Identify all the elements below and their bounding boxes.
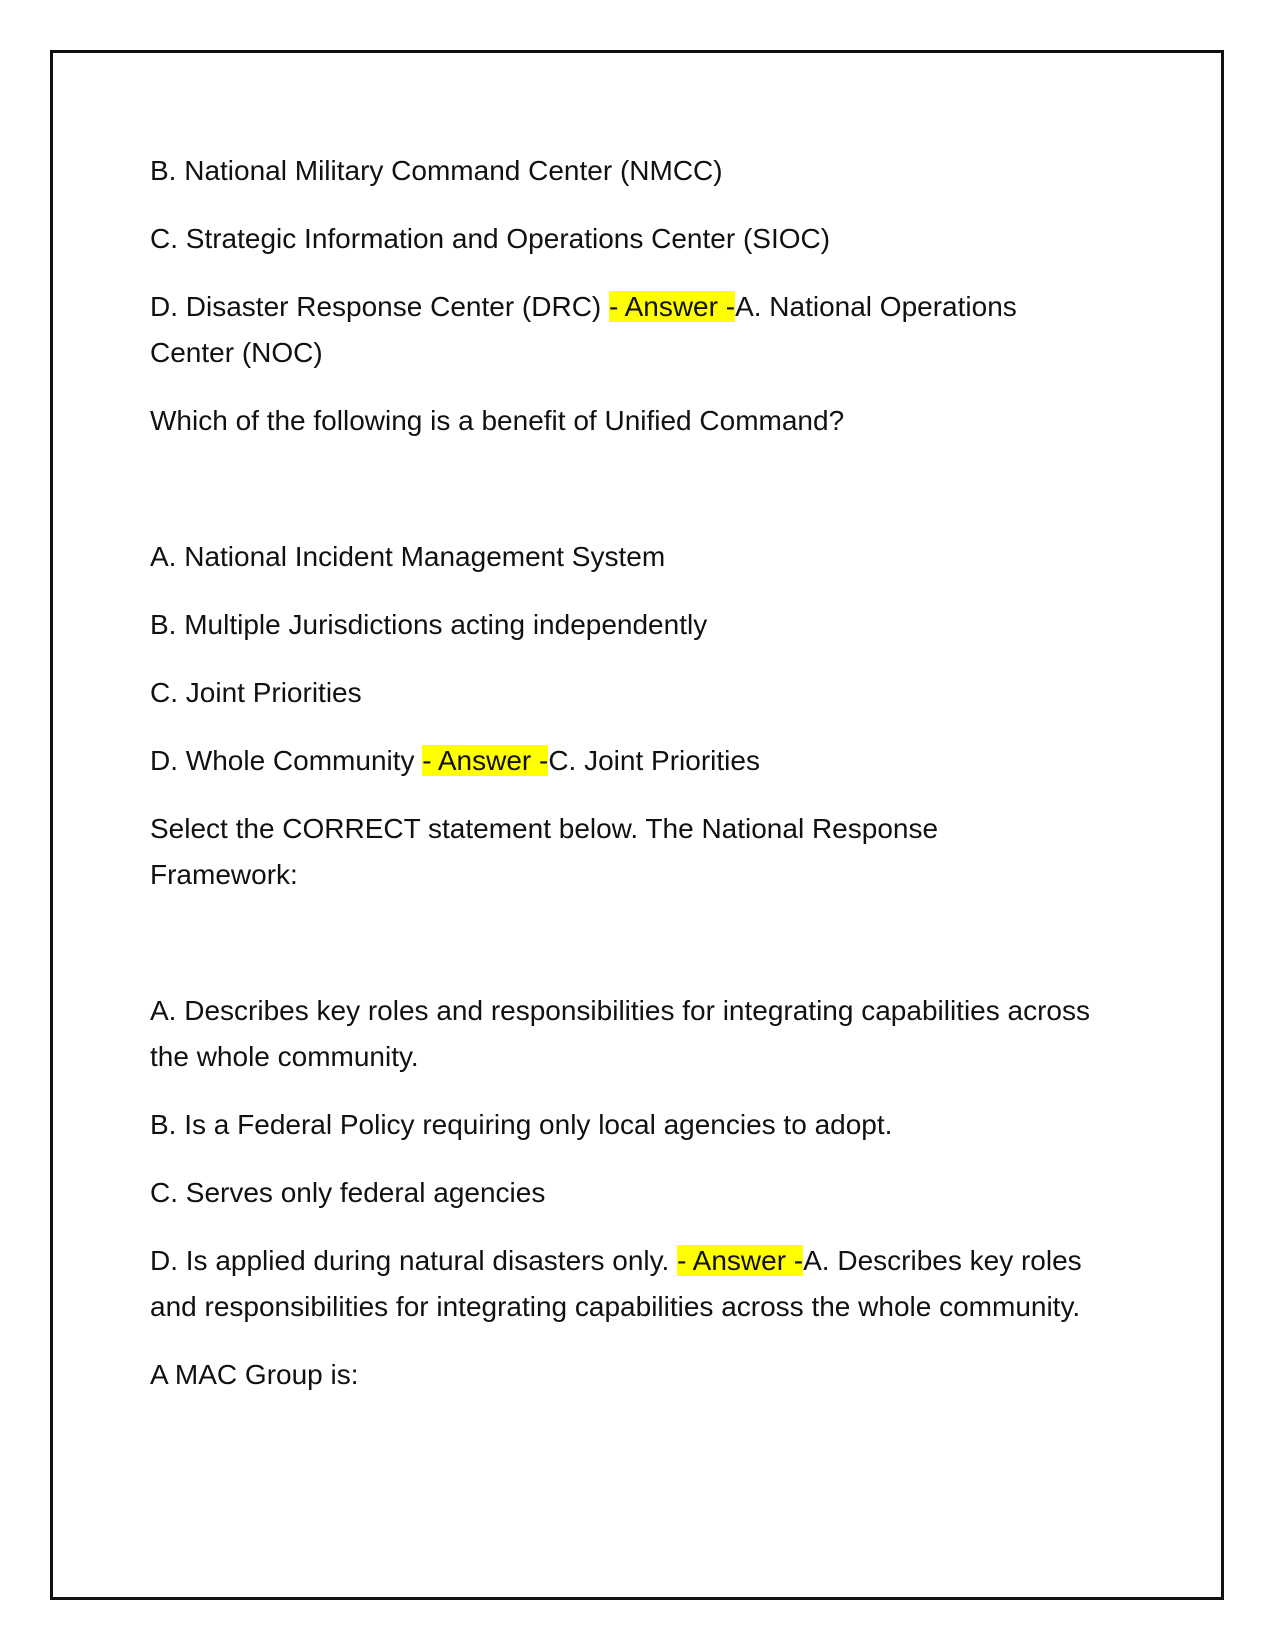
answer-marker: - Answer - (677, 1245, 804, 1276)
option-d-whole-community-with-answer (150, 738, 1090, 784)
answer-marker: - Answer - (422, 745, 549, 776)
option-b-federal-policy: B. Is a Federal Policy requiring only local agencies to adopt. (150, 1109, 893, 1140)
option-d-drc-with-answer (150, 284, 1090, 376)
document-body (150, 148, 1090, 1420)
answer-text: C. Joint Priorities (548, 745, 760, 776)
answer-marker: - Answer - (609, 291, 736, 322)
option-a-nims: A. National Incident Management System (150, 541, 666, 572)
option-text: D. Is applied during natural disasters only. (150, 1245, 678, 1276)
option-c-sioc: C. Strategic Information and Operations Center (SIOC) (150, 223, 831, 254)
question-mac-group: A MAC Group is: (150, 1359, 359, 1390)
option-b-multiple-jurisdictions: B. Multiple Jurisdictions acting independently (150, 609, 708, 640)
spacer (150, 920, 1090, 988)
option-c-joint-priorities: C. Joint Priorities (150, 677, 362, 708)
option-d-natural-disasters-with-answer (150, 1238, 1090, 1330)
option-a-describes-roles: A. Describes key roles and responsibilities for integrating capabilities across the whole community. (150, 995, 1090, 1072)
option-c-federal-agencies: C. Serves only federal agencies (150, 1177, 546, 1208)
question-unified-command: Which of the following is a benefit of Unified Command? (150, 405, 845, 436)
answer-text: A. Describes key roles and responsibilities for integrating capabilities across the whole community. (150, 1245, 1082, 1322)
option-b-nmcc: B. National Military Command Center (NMCC) (150, 155, 723, 186)
option-text: D. Disaster Response Center (DRC) (150, 291, 610, 322)
answer-text: A. National Operations Center (NOC) (150, 291, 1017, 368)
option-text: D. Whole Community (150, 745, 423, 776)
question-nrf: Select the CORRECT statement below. The National Response Framework: (150, 813, 939, 890)
spacer (150, 466, 1090, 534)
